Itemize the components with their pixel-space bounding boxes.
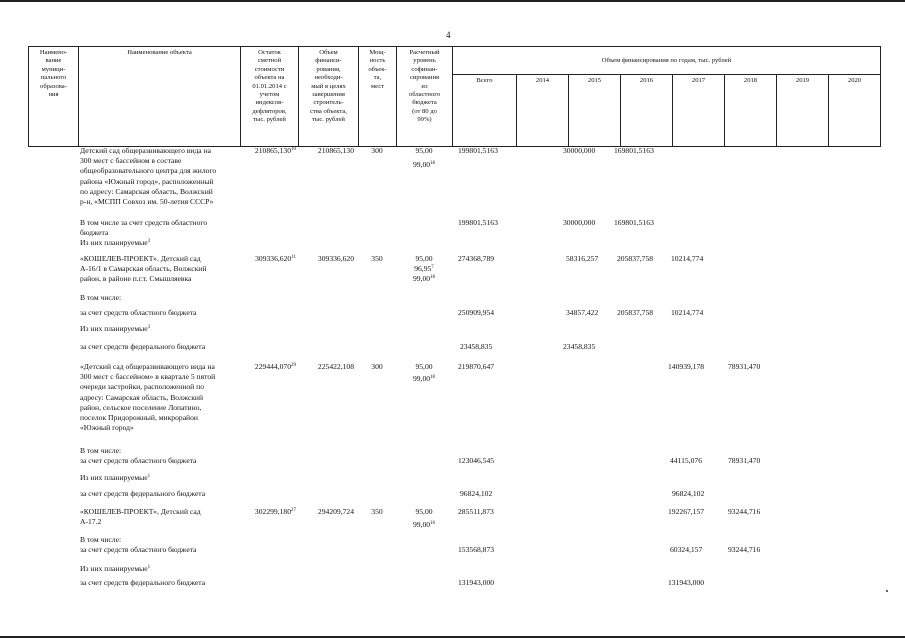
remaining-cost: 302299,180$^{27}$ <box>254 507 296 516</box>
table-header <box>28 46 881 147</box>
value-2017: 44115,076 <box>670 456 702 465</box>
value-2017: 131943,000 <box>668 578 705 587</box>
page-number: 4 <box>446 30 451 40</box>
value-2015: 58316,257 <box>566 254 599 263</box>
capacity: 350 <box>371 254 383 263</box>
object-name: Из них планируемые$^1$ <box>80 564 151 573</box>
funding-volume: 210865,130 <box>317 146 354 155</box>
header-year-2017: 2017 <box>673 75 725 147</box>
cofinancing-level: 95,00 <box>415 507 433 516</box>
value-2016: 205837,758 <box>617 308 654 317</box>
value-2017: 60324,157 <box>670 545 703 554</box>
header-municipality: Наимено- вание муници- пального образова- ния <box>29 47 79 147</box>
value-2016: 205837,758 <box>617 254 654 263</box>
total-value: 219870,647 <box>458 362 495 371</box>
object-name: за счет средств федерального бюджета <box>80 342 206 351</box>
value-2017: 10214,774 <box>671 254 704 263</box>
capacity: 300 <box>371 362 383 371</box>
top-rule <box>0 0 905 2</box>
cofinancing-level: 95,00 <box>415 362 433 371</box>
object-name: «Детский сад общеразвивающего вида на 300 мест с бассейном» в квартале 5 пятой очереди застройки, расположенной по адресу: Самарская область, Волжский район, сельское поселение Лопатино, поселок Придорожный, микрорайон «Южный город» <box>80 362 216 433</box>
header-cofinancing-level: Расчетный уровень софинан- сирования из областного бюджета (от 80 до 99%) <box>397 47 453 147</box>
object-name: «КОШЕЛЕВ-ПРОЕКТ». Детский сад А-16/1 в Самарская область, Волжский район, в районе п.г.т. Смышляевка <box>80 254 207 284</box>
object-name: Из них планируемые$^3$ <box>80 324 151 333</box>
header-year-2015: 2015 <box>569 75 621 147</box>
bottom-rule <box>0 636 905 638</box>
funding-volume: 309336,620 <box>317 254 354 263</box>
header-remaining-cost: Остаток сметной стоимости объекта на 01.01.2014 с учетом индексов- дефляторов, тыс. рублей <box>241 47 299 147</box>
value-2017: 140939,178 <box>668 362 705 371</box>
header-capacity: Мощ- ность объек- та, мест <box>359 47 397 147</box>
cofinancing-level-alt: 99,00$^{18}$ <box>412 160 436 169</box>
object-name: Из них планируемые$^1$ <box>80 473 151 482</box>
cofinancing-level-alt: 99,00$^{18}$ <box>412 374 436 383</box>
cofinancing-level-alt: 99,00$^{16}$ <box>412 520 436 529</box>
remaining-cost: 210865,130$^{10}$ <box>254 146 296 155</box>
table-body <box>28 146 880 606</box>
total-value: 274368,789 <box>458 254 495 263</box>
cofinancing-level: 95,00 <box>415 146 433 155</box>
funding-volume: 294209,724 <box>317 507 354 516</box>
cofinancing-level-mid: 96,95$^7$ <box>414 264 434 273</box>
total-value: 96824,102 <box>460 489 493 498</box>
header-funding-volume: Объем финанси- рования, необходи- мый в целях завершения строитель- ства объекта, тыс. рублей <box>299 47 359 147</box>
value-2018: 93244,716 <box>728 507 761 516</box>
header-year-2016: 2016 <box>621 75 673 147</box>
value-2017: 10214,774 <box>671 308 704 317</box>
remaining-cost: 309336,620$^{11}$ <box>255 254 296 263</box>
value-2017: 96824,102 <box>672 489 705 498</box>
total-value: 153568,873 <box>458 545 495 554</box>
total-value: 250909,954 <box>458 308 495 317</box>
header-year-2014: 2014 <box>517 75 569 147</box>
header-year-total: Всего <box>453 75 517 147</box>
value-2015: 34857,422 <box>566 308 599 317</box>
value-2015: 30000,000 <box>563 146 596 155</box>
value-2016: 169801,5163 <box>614 218 654 227</box>
cofinancing-level-alt: 99,00$^{18}$ <box>412 274 436 283</box>
object-name: «КОШЕЛЕВ-ПРОЕКТ», Детский сад А-17.2 <box>80 507 201 527</box>
header-year-2018: 2018 <box>725 75 777 147</box>
object-name: В том числе: за счет средств областного бюджета <box>80 535 197 555</box>
total-value: 131943,000 <box>458 578 495 587</box>
value-2018: 93244,716 <box>728 545 761 554</box>
header-by-years: Объем финансирования по годам, тыс. рублей <box>453 47 881 75</box>
total-value: 23458,835 <box>460 342 493 351</box>
value-2016: 169801,5163 <box>614 146 654 155</box>
cofinancing-level: 95,00 <box>415 254 433 263</box>
object-name: Детский сад общеразвивающего вида на 300 мест с бассейном в составе общеобразовательного центра для жилого района «Южный город», расположенный по адресу: Самарская область, Волжский р-н, «МСПП Совхоз им. 50-летия СССР» <box>80 146 217 207</box>
total-value: 285511,873 <box>458 507 494 516</box>
header-object-name: Наименование объекта <box>79 47 241 147</box>
header-year-2019: 2019 <box>777 75 829 147</box>
capacity: 300 <box>371 146 383 155</box>
object-name: за счет средств федерального бюджета <box>80 578 206 587</box>
funding-volume: 225422,108 <box>317 362 354 371</box>
total-value: 199801,5163 <box>458 218 498 227</box>
scan-dot <box>886 590 888 592</box>
value-2017: 192267,157 <box>668 507 705 516</box>
total-value: 123046,545 <box>458 456 495 465</box>
capacity: 350 <box>371 507 383 516</box>
object-name: за счет средств областного бюджета <box>80 308 197 317</box>
header-year-2020: 2020 <box>829 75 881 147</box>
object-name: В том числе: <box>80 293 122 302</box>
total-value: 199801,5163 <box>458 146 498 155</box>
value-2015: 30000,000 <box>563 218 596 227</box>
remaining-cost: 229444,070$^{29}$ <box>254 362 296 371</box>
object-name: В том числе: за счет средств областного бюджета <box>80 446 197 466</box>
value-2015: 23458,835 <box>563 342 596 351</box>
value-2018: 78931,470 <box>728 362 761 371</box>
object-name: В том числе за счет средств областного бюджета Из них планируемые$^3$ <box>80 218 208 248</box>
value-2018: 78931,470 <box>728 456 761 465</box>
object-name: за счет средств федерального бюджета <box>80 489 206 498</box>
